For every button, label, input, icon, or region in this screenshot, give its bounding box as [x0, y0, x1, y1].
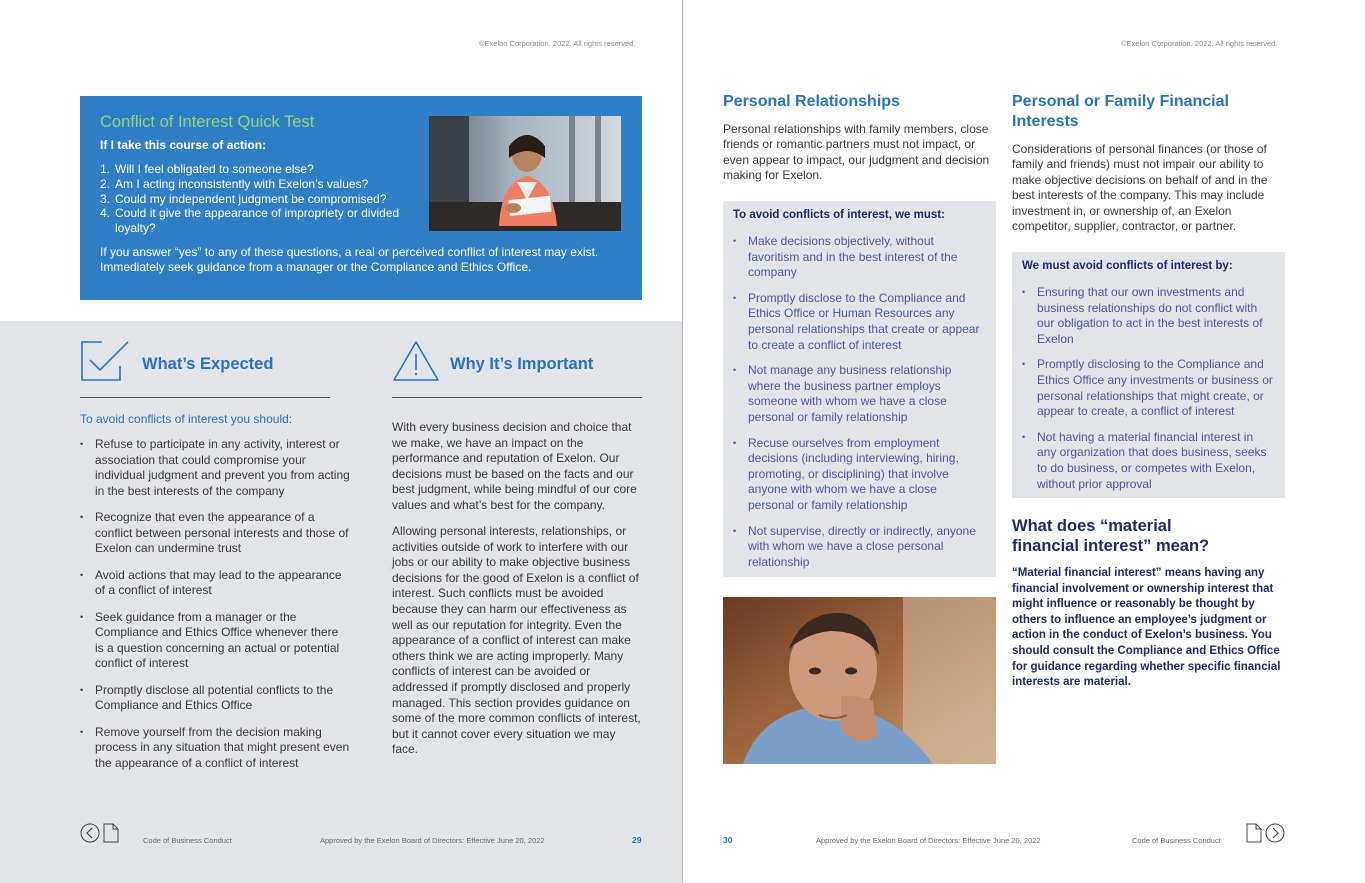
list-item: 3. Could my independent judgment be compromised?	[100, 191, 387, 206]
quick-test-questions	[100, 162, 410, 236]
list-item: • Promptly disclose all potential conflicts to the Compliance and Ethics Office	[80, 683, 350, 714]
page-number: 29	[632, 835, 642, 845]
list-item: 1. Will I feel obligated to someone else?	[100, 162, 314, 176]
list-item: • Seek guidance from a manager or the Compliance and Ethics Office whenever there is a question concerning an actual or potential conflict of interest	[80, 610, 350, 672]
left-page	[0, 0, 682, 883]
previous-page-button[interactable]	[80, 823, 100, 848]
list-item: • Promptly disclosing to the Compliance and Ethics Office any investments or business or personal relationships that might create, or appear to create, a conflict of interest	[1022, 357, 1274, 419]
list-item: • Ensuring that our own investments and business relationships do not conflict with our obligation to act in the best interests of Exelon	[1022, 285, 1274, 347]
page-number: 30	[723, 835, 733, 845]
list-item: • Avoid actions that may lead to the appearance of a conflict of interest	[80, 568, 350, 599]
quick-test-title: Conflict of Interest Quick Test	[100, 113, 315, 131]
material-interest-heading: What does “material financial interest” mean?	[1012, 517, 1210, 555]
personal-relationships-heading: Personal Relationships	[723, 93, 900, 110]
footer-doc-title: Code of Business Conduct	[1132, 836, 1221, 845]
list-item: • Refuse to participate in any activity, interest or association that could compromise your individual judgment and prevent you from acting in the best interests of the company	[80, 437, 350, 499]
right-page	[683, 0, 1365, 883]
man-thinking-photo	[723, 597, 996, 764]
list-item: • Remove yourself from the decision making process in any situation that might present even the appearance of a conflict of interest	[80, 725, 350, 772]
quick-test-footer: If you answer “yes” to any of these questions, a real or perceived conflict of interest may exist. Immediately seek guidance from a manager or the Compliance and Ethics Office.	[100, 245, 599, 274]
list-item: • Not supervise, directly or indirectly, anyone with whom we have a close personal relationship	[733, 524, 983, 571]
financial-interests-intro: Considerations of personal finances (or those of family and friends) must not impair our ability to make objective decisions on behalf of and in the best interests of the company. This may include investment in, or ownership of, an Exelon competitor, supplier, contractor, or partner.	[1012, 142, 1268, 234]
copyright-right: ©Exelon Corporation. 2022. All rights reserved.	[1121, 39, 1278, 48]
list-item: • Recognize that even the appearance of a conflict between personal interests and those of Exelon can undermine trust	[80, 510, 350, 557]
page-icon[interactable]	[103, 823, 119, 848]
footer-approved: Approved by the Exelon Board of Directors: Effective June 20, 2022	[320, 836, 545, 845]
list-item: • Promptly disclose to the Compliance and Ethics Office or Human Resources any personal relationships that create or appear to create a conflict of interest	[733, 291, 983, 353]
whats-expected-heading: What’s Expected	[142, 355, 274, 373]
divider	[80, 397, 330, 398]
financial-interests-list	[1022, 285, 1274, 502]
personal-relationships-box	[723, 201, 996, 577]
woman-reading-photo	[429, 116, 621, 231]
page-icon[interactable]	[1246, 823, 1262, 848]
expected-lead: To avoid conflicts of interest you should:	[80, 412, 293, 426]
box-title: We must avoid conflicts of interest by:	[1022, 260, 1233, 272]
why-important-heading: Why It’s Important	[450, 355, 594, 373]
expected-list	[80, 437, 350, 782]
box-title: To avoid conflicts of interest, we must:	[733, 209, 945, 221]
important-paragraph-1: With every business decision and choice that we make, we have an impact on the performance and reputation of Exelon. Our decisions must be based on the facts and our best judgment, while being mindful of our core values and what’s best for the company.	[392, 420, 637, 512]
personal-relationships-intro: Personal relationships with family members, close friends or romantic partners must not impact, or even appear to impact, our judgment and decision making for Exelon.	[723, 122, 990, 183]
divider	[392, 397, 642, 398]
material-interest-definition: “Material financial interest” means having any financial involvement or ownership interest that might influence or reasonably be thought by others to influence an employee’s judgment or action in the conduct of Exelon’s business. You should consult the Compliance and Ethics Office for guidance regarding whether specific financial interests are material.	[1012, 567, 1281, 689]
list-item: • Recuse ourselves from employment decisions (including interviewing, hiring, promoting, or disciplining) that involve anyone with whom we have a close personal or family relationship	[733, 436, 983, 514]
list-item: 2. Am I acting inconsistently with Exelon’s values?	[100, 176, 369, 191]
quick-test-box	[80, 96, 642, 300]
quick-test-subtitle: If I take this course of action:	[100, 138, 267, 152]
copyright-left: ©Exelon Corporation. 2022. All rights reserved.	[479, 39, 636, 48]
list-item: • Not manage any business relationship where the business partner employs someone with whom we have a close personal or family relationship	[733, 363, 983, 425]
personal-relationships-list	[733, 234, 983, 580]
financial-interests-box	[1012, 252, 1285, 498]
warning-icon	[392, 340, 440, 387]
list-item: • Not having a material financial interest in any organization that does business, seeks to do business, or competes with Exelon, without prior approval	[1022, 430, 1274, 492]
list-item: • Make decisions objectively, without favoritism and in the best interest of the company	[733, 234, 983, 281]
next-page-button[interactable]	[1265, 823, 1285, 848]
list-item: 4. Could it give the appearance of impropriety or divided loyalty?	[100, 206, 400, 236]
financial-interests-heading: Personal or Family Financial Interests	[1012, 93, 1229, 130]
footer-doc-title: Code of Business Conduct	[143, 836, 232, 845]
footer-approved: Approved by the Exelon Board of Directors: Effective June 20, 2022	[816, 836, 1041, 845]
important-paragraph-2: Allowing personal interests, relationships, or activities outside of work to interfere with our jobs or our ability to make objective business decisions for the good of Exelon is a conflict of interest. Such conflicts must be avoided because they can harm our effectiveness as well as our reputation for integrity. Even the appearance of a conflict of interest can make others think we are acting improperly. Many conflicts of interest can be avoided or addressed if promptly disclosed and properly managed. This section provides guidance on some of the more common conflicts of interest, but it cannot cover every situation we may face.	[392, 524, 641, 757]
checkbox-icon	[80, 340, 130, 387]
